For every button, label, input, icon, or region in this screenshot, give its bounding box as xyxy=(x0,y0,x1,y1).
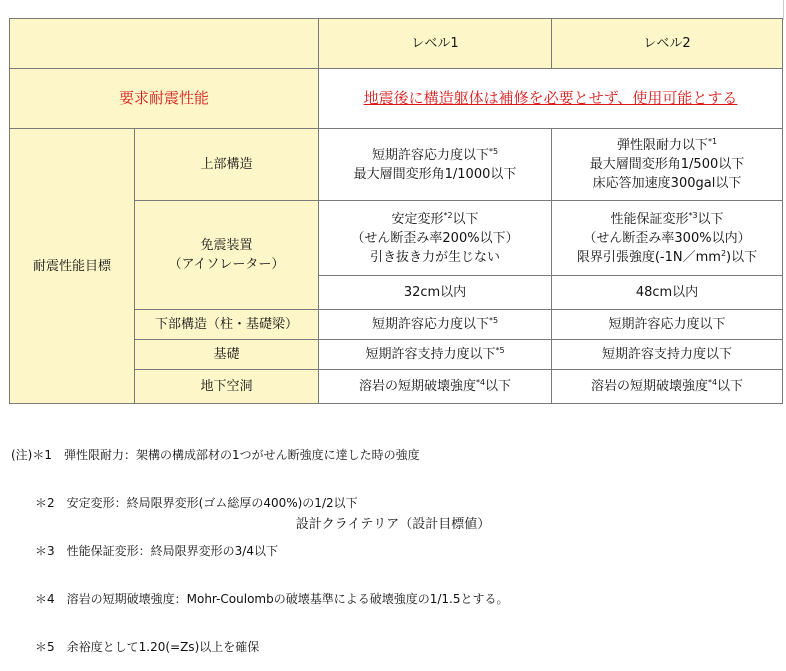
requirement-label xyxy=(10,69,319,129)
note-mark: *5 xyxy=(488,146,499,156)
requirement-value-text: 地震後に構造躯体は補修を必要とせず、使用可能とする xyxy=(363,88,738,107)
target-label: 耐震性能目標 xyxy=(10,129,135,404)
superstructure-label: 上部構造 xyxy=(135,129,319,201)
isolator-disp-level1: 32cm以内 xyxy=(319,276,552,310)
superstructure-row xyxy=(10,129,783,201)
isolator-label xyxy=(135,201,319,310)
footnote: ＊3 性能保証変形：終局限界変形の3/4以下 xyxy=(11,544,278,558)
cavity-l1-prefix: 溶岩の短期破壊強度 xyxy=(358,379,476,394)
header-level1: レベル1 xyxy=(319,19,552,69)
note-mark: *5 xyxy=(495,346,505,355)
note-mark: *4 xyxy=(475,378,486,387)
foundation-label: 基礎 xyxy=(135,340,319,370)
foundation-l1-text: 短期許容支持力度以下 xyxy=(365,347,496,362)
cavity-level1 xyxy=(319,370,552,404)
isolator-l1-line1: 安定変形 xyxy=(391,211,444,227)
isolator-disp-level2: 48cm以内 xyxy=(552,276,783,310)
substructure-label: 下部構造（柱・基礎梁） xyxy=(135,310,319,340)
footnote: (注)＊1 弾性限耐力：架構の構成部材の1つがせん断強度に達した時の強度 xyxy=(11,448,420,462)
cavity-l1-suffix: 以下 xyxy=(485,379,512,394)
isolator-l2-line2: （せん断歪み率300%以内） xyxy=(583,230,751,246)
isolator-label-line1: 免震装置 xyxy=(200,238,253,253)
figure-caption: 設計クライテリア（設計目標値） xyxy=(295,517,491,532)
superstructure-l2-line3: 床応答加速度300gal以下 xyxy=(592,176,742,191)
cavity-label: 地下空洞 xyxy=(135,370,319,404)
footnotes xyxy=(11,415,509,671)
footnote: ＊4 溶岩の短期破壊強度：Mohr-Coulombの破壊基準による破壊強度の1/1.5とする。 xyxy=(11,592,509,606)
header-empty-cell xyxy=(10,19,319,69)
isolator-label-line2: （アイソレーター） xyxy=(168,257,285,272)
criteria-table xyxy=(9,18,783,404)
cavity-l2-prefix: 溶岩の短期破壊強度 xyxy=(590,379,708,394)
isolator-l2-line3-prefix: 限界引張強度(-1N／mm xyxy=(576,249,721,265)
isolator-l2-line3-suffix: )以下 xyxy=(726,249,758,265)
footnote: ＊2 安定変形：終局限界変形(ゴム総厚の400%)の1/2以下 xyxy=(11,496,358,510)
header-level2: レベル2 xyxy=(552,19,783,69)
superstructure-l1-line2: 最大層間変形角1/1000以下 xyxy=(353,166,517,182)
note-mark: *2 xyxy=(443,210,453,220)
superstructure-l2-line1: 弾性限耐力以下 xyxy=(616,138,708,153)
isolator-l1-line2: （せん断歪み率200%以下） xyxy=(351,230,519,246)
superstructure-l2-line2: 最大層間変形角1/500以下 xyxy=(589,157,745,172)
cavity-l2-suffix: 以下 xyxy=(717,379,744,394)
isolator-level1 xyxy=(319,201,552,276)
substructure-level2: 短期許容応力度以下 xyxy=(552,310,783,340)
isolator-l2-line1-suffix: 以下 xyxy=(697,211,724,227)
note-mark: *1 xyxy=(707,137,718,146)
isolator-l2-line1: 性能保証変形 xyxy=(610,211,689,227)
superstructure-l1-line1: 短期許容応力度以下 xyxy=(371,147,489,163)
header-row xyxy=(10,19,783,69)
foundation-level1 xyxy=(319,340,552,370)
requirement-label-text: 要求耐震性能 xyxy=(118,88,209,107)
requirement-value xyxy=(319,69,783,129)
cavity-level2 xyxy=(552,370,783,404)
requirement-row xyxy=(10,69,783,129)
frame-edge-line xyxy=(783,0,784,20)
substructure-level1 xyxy=(319,310,552,340)
isolator-level2 xyxy=(552,201,783,276)
note-mark: *4 xyxy=(707,378,718,387)
note-mark: *3 xyxy=(688,210,698,220)
superscript: 2 xyxy=(720,248,727,258)
note-mark: *5 xyxy=(488,316,499,325)
footnote: ＊5 余裕度として1.20(=Zs)以上を確保 xyxy=(11,640,260,654)
foundation-level2: 短期許容支持力度以下 xyxy=(552,340,783,370)
isolator-l1-line1-suffix: 以下 xyxy=(452,211,479,227)
substructure-l1-text: 短期許容応力度以下 xyxy=(371,317,489,332)
isolator-l1-line3: 引き抜き力が生じない xyxy=(369,249,500,265)
superstructure-level1 xyxy=(319,129,552,201)
superstructure-level2 xyxy=(552,129,783,201)
